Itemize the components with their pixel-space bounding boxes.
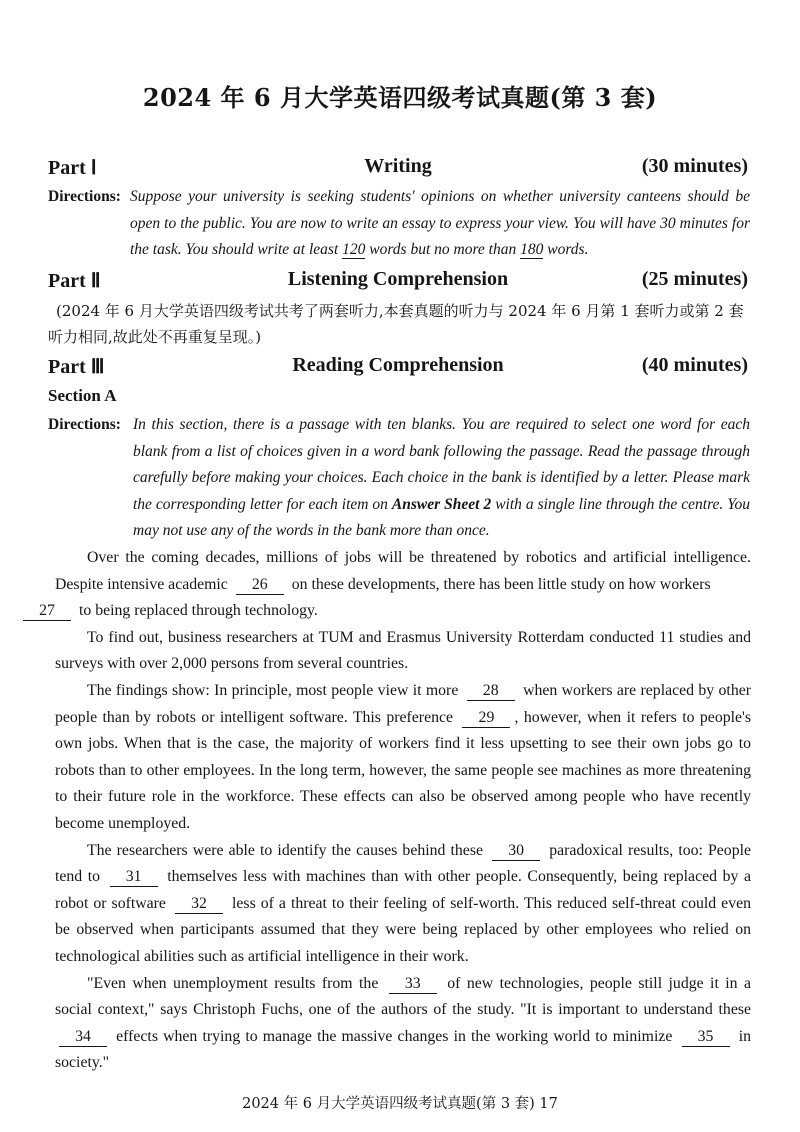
listening-note: (2024 年 6 月大学英语四级考试共考了两套听力,本套真题的听力与 2024 年 6 月第 1 套听力或第 2 套听力相同,故此处不再重复呈现。)	[48, 302, 744, 346]
blank-28: 28	[467, 682, 515, 701]
part-3-label: Part Ⅲ	[48, 356, 105, 378]
part-1-header	[48, 155, 748, 185]
part-3-header	[48, 354, 748, 384]
blank-32: 32	[175, 895, 223, 914]
passage-paragraph-3: The findings show: In principle, most people view it more 28 when workers are replaced by other people than by robots or intelligent software. This preference 29 , however, when it refers to people's own jobs. When that is the case, the majority of workers find it less upsetting to see their own jobs go to robots than to other employees. In the long term, however, the same people see machines as more threatening to their future role in the workforce. These effects can also be observed among people who have recently become unemployed.	[55, 681, 752, 832]
blank-29: 29	[462, 709, 510, 728]
writing-directions-text: Suppose your university is seeking students' opinions on whether university canteens should be open to the public. You are now to write an essay to express your view. You will have 30 minutes for the task. You should write at least 120 words but no more than 180 words.	[130, 188, 750, 258]
passage-paragraph-1: Over the coming decades, millions of jobs will be threatened by robotics and artificial intelligence. Despite intensive academic 26 on these developments, there has been little study on how workers 27 to being replaced through technology.	[55, 545, 751, 625]
max-words: 180	[520, 241, 544, 258]
blank-30: 30	[492, 842, 540, 861]
part-2-label: Part Ⅱ	[48, 270, 101, 292]
part-3-name: Reading Comprehension	[292, 354, 504, 376]
part-3-time: (40 minutes)	[641, 354, 748, 376]
section-a-heading: Section A	[48, 386, 117, 405]
part-1-label: Part Ⅰ	[48, 157, 97, 179]
part-1-time: (30 minutes)	[641, 155, 748, 177]
answer-sheet-ref: Answer Sheet 2	[391, 495, 492, 513]
part-2-time: (25 minutes)	[641, 268, 748, 290]
blank-27: 27	[23, 602, 71, 621]
part-1-name: Writing	[364, 155, 432, 177]
min-words: 120	[342, 241, 366, 258]
blank-34: 34	[59, 1028, 107, 1047]
reading-directions	[48, 412, 750, 545]
part-2-header	[48, 268, 748, 298]
reading-passage	[39, 545, 752, 1077]
reading-directions-text: In this section, there is a passage with ten blanks. You are required to select one word for each blank from a list of choices given in a word bank following the passage. Read the passage through carefully before making your choices. Each choice in the bank is identified by a letter. Please mark the corresponding letter for each item on Answer Sheet 2 with a single line through the centre. You may not use any of the words in the bank more than once.	[133, 416, 750, 539]
blank-35: 35	[682, 1028, 730, 1047]
reading-directions-label: Directions:	[48, 416, 121, 433]
blank-33: 33	[389, 975, 437, 994]
passage-paragraph-2: To find out, business researchers at TUM and Erasmus University Rotterdam conducted 11 studies and surveys with over 2,000 persons from several countries.	[55, 628, 751, 673]
writing-directions	[48, 184, 750, 264]
blank-31: 31	[110, 868, 158, 887]
passage-paragraph-4: The researchers were able to identify the causes behind these 30 paradoxical results, too: People tend to 31 themselves less with machines than with other people. Consequently, being replaced by a robot or software 32 less of a threat to their feeling of self-worth. This reduced self-threat could even be observed when participants assumed that they were being replaced by other employees who relied on technological abilities such as artificial intelligence in their work.	[55, 841, 752, 965]
blank-26: 26	[236, 576, 284, 595]
passage-paragraph-5: "Even when unemployment results from the 33 of new technologies, people still judge it in a social context," says Christoph Fuchs, one of the authors of the study. "It is important to understand these 34 effects when trying to manage the massive changes in the working world to minimize 35 in society."	[55, 974, 752, 1072]
page-title: 2024 年 6 月大学英语四级考试真题(第 3 套)	[142, 83, 658, 112]
writing-directions-label: Directions:	[48, 188, 121, 205]
part-2-name: Listening Comprehension	[287, 268, 509, 290]
page-footer: 2024 年 6 月大学英语四级考试真题(第 3 套) 17	[242, 1096, 558, 1112]
